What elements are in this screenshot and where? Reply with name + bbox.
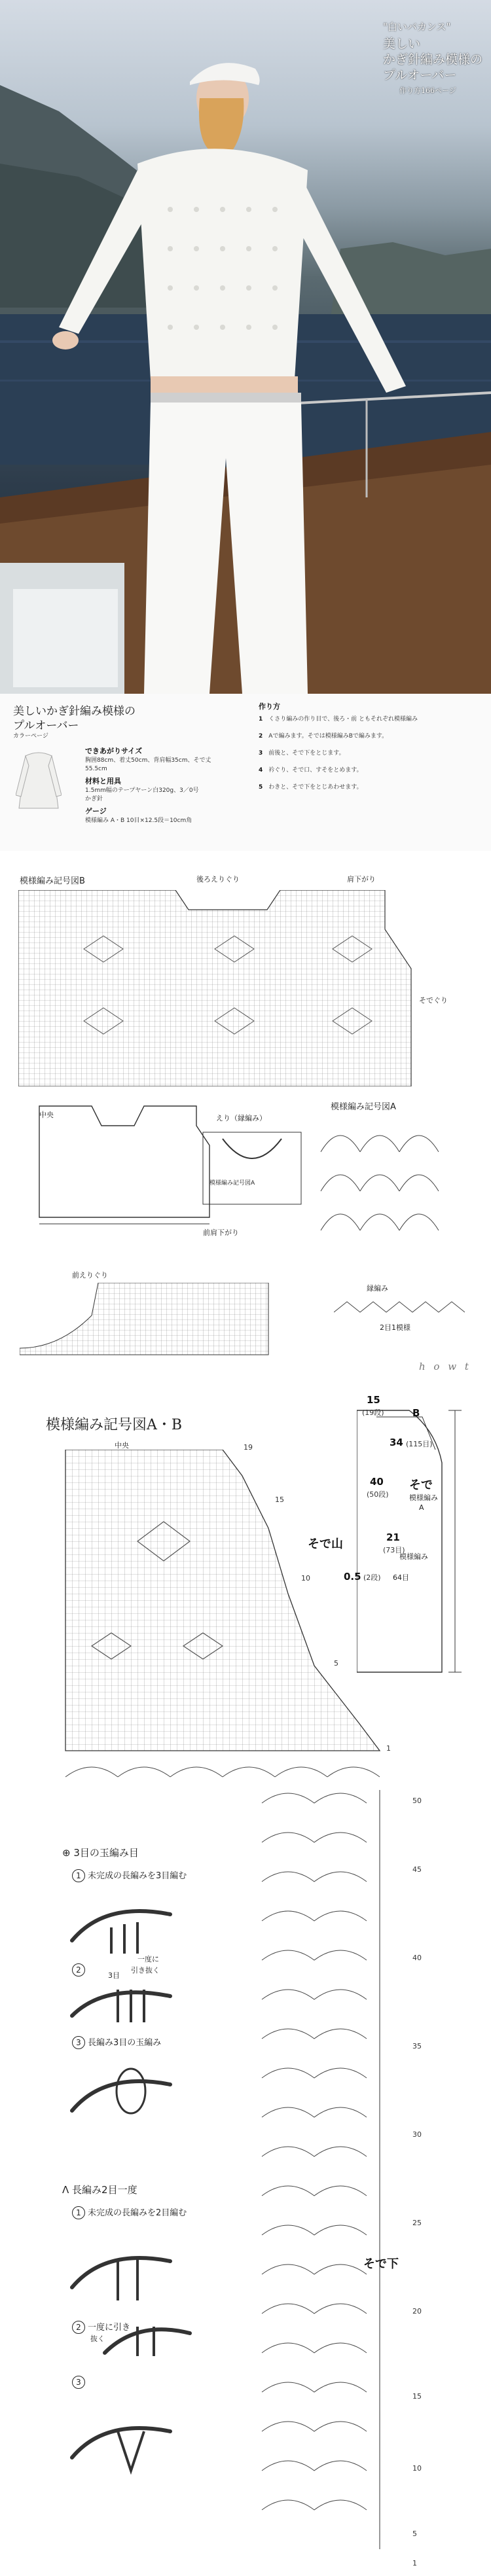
stitch2-step2: 2 一度に引き xyxy=(72,2320,130,2334)
sizes-text-1: 胸囲88cm、着丈50cm、背肩幅35cm、そで丈 xyxy=(85,757,211,764)
step-item: 1 くさり編みの作り目で、後ろ・前 ともそれぞれ模様編み xyxy=(259,716,418,723)
stitch2-step1: 1 未完成の長編みを2目編む xyxy=(72,2206,187,2219)
row-mark: 5 xyxy=(412,2530,417,2538)
stitch2-step3: 3 xyxy=(72,2376,88,2389)
row-mark: 25 xyxy=(412,2219,422,2227)
stitch1-illus1 xyxy=(65,1888,196,1960)
sleeve-dim-1b: (19段) xyxy=(362,1408,384,1417)
stitch1-step1: 1 未完成の長編みを3目編む xyxy=(72,1869,187,1882)
sleeve-dim-5b: (2段) xyxy=(363,1573,381,1582)
howto-heading: 作り方 xyxy=(259,702,280,711)
collar-sub: 模様編み記号図A xyxy=(209,1180,255,1187)
sleeve-dim-1: 15 xyxy=(367,1394,380,1406)
steps-list xyxy=(259,715,481,800)
sleeve-dim-4b: (73目) xyxy=(383,1546,405,1554)
sleeve-top-label: そで山 xyxy=(308,1537,343,1551)
front-neck-label: 前えりぐり xyxy=(72,1271,108,1279)
gauge-heading: ゲージ xyxy=(85,807,107,815)
row-mark: 35 xyxy=(412,2042,422,2050)
materials-text-1: 1.5mm幅のテープヤーン白320g、3／0号 xyxy=(85,787,199,794)
rows-label: 模様編み xyxy=(399,1552,428,1561)
edge-label: 縁編み xyxy=(367,1284,388,1293)
instructions-section xyxy=(0,694,491,851)
step-item: 2 Aで編みます。そでは模様編みBで編みます。 xyxy=(259,733,388,740)
stitch1-title: ⊕ 3目の玉編み目 xyxy=(62,1847,139,1859)
sleeve-dim-2b: (115目) xyxy=(406,1440,433,1448)
sleeve-opening-label: そでぐり xyxy=(419,996,448,1005)
sweater-sketch xyxy=(16,749,62,815)
photo-title-line2: かぎ針編み模様の xyxy=(383,52,483,67)
row-mark: 5 xyxy=(334,1659,338,1668)
instructions-title-2: プルオーバー xyxy=(13,719,79,732)
row-mark: 45 xyxy=(412,1865,422,1874)
sleeve-label: そで xyxy=(409,1478,433,1492)
chart-a-title: 模様編み記号図A xyxy=(331,1102,396,1112)
stitch1-step2-c: 3目 xyxy=(108,1971,120,1980)
how-strip xyxy=(0,1358,491,1378)
row-mark: 30 xyxy=(412,2130,422,2139)
sleeve-chart xyxy=(249,1790,406,2562)
diagram-bottom xyxy=(0,1378,491,2576)
row-mark: 19 xyxy=(244,1443,253,1452)
back-chart-grid xyxy=(18,890,444,1086)
row-mark: 10 xyxy=(412,2464,422,2473)
materials-text-2: かぎ針 xyxy=(85,796,103,802)
sleeve-letter: B xyxy=(412,1407,420,1419)
center-label-2: 中央 xyxy=(115,1441,129,1450)
row-mark: 50 xyxy=(412,1797,422,1805)
gauge-text: 模様編み A・B 10目×12.5段＝10cm角 xyxy=(85,817,192,824)
shoulder-label: 肩下がり xyxy=(347,875,376,884)
photo-title-line1: 美しい xyxy=(383,37,421,51)
row-mark: 1 xyxy=(412,2559,417,2567)
row-mark: 15 xyxy=(275,1495,284,1504)
row-mark: 10 xyxy=(301,1574,310,1583)
stitch2-illus2 xyxy=(98,2307,196,2359)
sleeve-dim-3: 40 xyxy=(370,1476,384,1488)
pattern-label: 模様編み xyxy=(409,1494,438,1502)
diagram-top xyxy=(0,851,491,1374)
sizes-text-2: 55.5cm xyxy=(85,766,107,772)
sleeve-dim-6: 64目 xyxy=(393,1573,409,1582)
stitch1-step2-b: 引き抜く xyxy=(131,1966,160,1975)
front-shoulder-label: 前肩下がり xyxy=(203,1228,239,1237)
collar-label: えり（縁編み） xyxy=(216,1114,266,1122)
stitch2-step2b: 抜く xyxy=(90,2334,105,2343)
front-neck-grid xyxy=(20,1283,282,1361)
cover-photo xyxy=(0,0,491,694)
pattern-sub: A xyxy=(419,1503,424,1512)
decrease-icon: Λ xyxy=(62,2184,69,2196)
sleeve-schematic xyxy=(357,1391,481,1698)
materials-heading: 材料と用具 xyxy=(85,777,121,785)
photo-tag: "白いバカンス" xyxy=(383,21,451,33)
row-mark: 20 xyxy=(412,2307,422,2316)
stitch2-illus1 xyxy=(65,2222,196,2307)
row-mark: 1 xyxy=(386,1744,391,1753)
sleeve-under-label: そで下 xyxy=(363,2257,399,2271)
upper-chart-grid xyxy=(52,1450,393,1803)
back-neck-label: 後ろえりぐり xyxy=(196,875,240,884)
chart-a-fans xyxy=(308,1113,471,1263)
sleeve-dim-4: 21 xyxy=(386,1531,400,1543)
sleeve-dim-3b: (50段) xyxy=(367,1490,389,1499)
row-mark: 15 xyxy=(412,2392,422,2401)
center-label: 中央 xyxy=(39,1111,54,1119)
edge-sub: 2目1模様 xyxy=(380,1323,410,1332)
collar-diagram xyxy=(196,1126,308,1211)
bobble-icon: ⊕ xyxy=(62,1847,71,1859)
stitch1-step2-a: 一度に xyxy=(137,1955,159,1963)
edge-pattern xyxy=(334,1299,465,1315)
instructions-title-1: 美しいかぎ針編み模様の xyxy=(13,705,136,718)
color-page-ref: カラーページ xyxy=(13,733,48,740)
step-item: 4 衿ぐり、そで口、すそをとめます。 xyxy=(259,767,363,774)
row-mark: 40 xyxy=(412,1954,422,1962)
photo-page-ref: 作り方166ページ xyxy=(399,86,456,95)
chart-ab-title: 模様編み記号図A・B xyxy=(46,1417,183,1433)
step-item: 5 わきと、そで下をとじあわせます。 xyxy=(259,784,363,791)
stitch1-step2: 2 xyxy=(72,1963,88,1977)
stitch2-title: Λ 長編み2目一度 xyxy=(62,2184,137,2196)
stitch2-illus3 xyxy=(65,2386,196,2477)
sleeve-dim-5: 0.5 xyxy=(344,1571,361,1583)
sizes-heading: できあがりサイズ xyxy=(85,747,143,755)
photo-title-line3: プルオーバー xyxy=(383,68,457,82)
step-item: 3 前後と、そで下をとじます。 xyxy=(259,750,345,757)
chart-b-title: 模様編み記号図B xyxy=(20,876,85,886)
how-text: h o w t xyxy=(419,1361,471,1372)
stitch1-step3: 3 長編み3目の玉編み xyxy=(72,2035,161,2049)
sleeve-dim-2: 34 xyxy=(390,1437,403,1448)
stitch1-illus2 xyxy=(65,1977,196,2029)
stitch1-illus3 xyxy=(65,2052,196,2130)
photo-scene xyxy=(0,0,491,694)
